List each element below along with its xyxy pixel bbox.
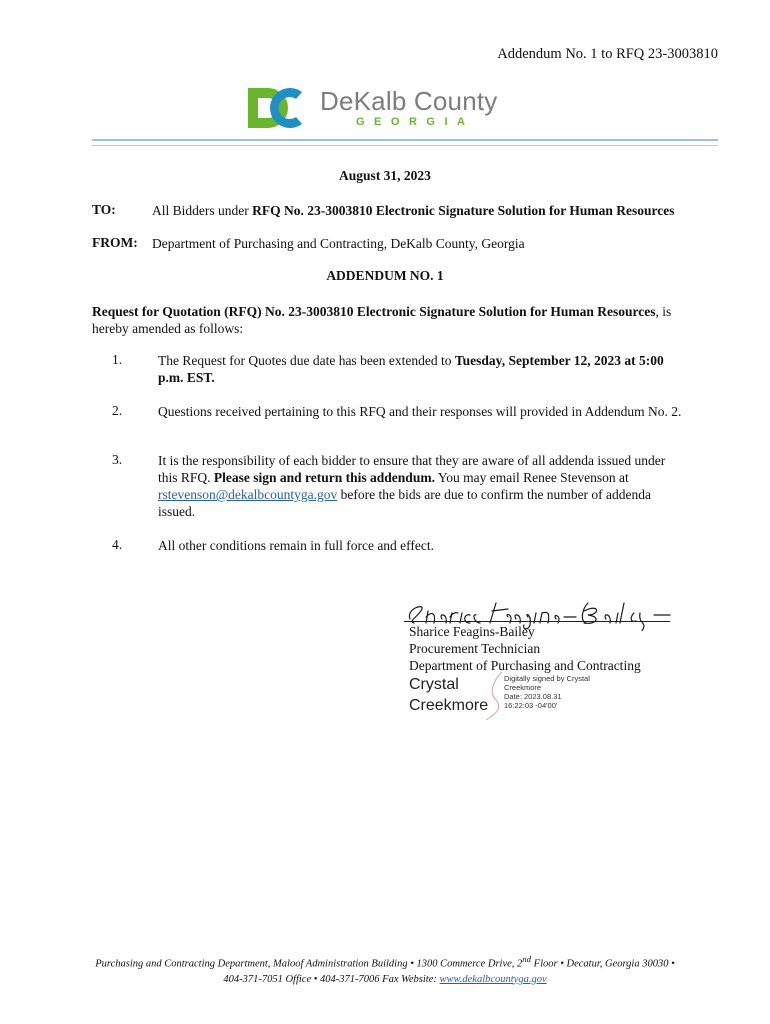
to-text — [152, 202, 675, 219]
footer-address-sup: nd — [522, 954, 532, 964]
logo-state: GEORGIA — [356, 116, 475, 128]
email-link[interactable]: rstevenson@dekalbcountyga.gov — [158, 487, 338, 502]
header-rule-blue — [92, 139, 718, 141]
digital-signature-details — [504, 674, 614, 710]
list-item — [158, 352, 688, 386]
list-item — [158, 452, 688, 520]
addendum-title: ADDENDUM NO. 1 — [326, 268, 444, 283]
signature-line — [404, 621, 670, 622]
item-number: 2. — [112, 403, 123, 418]
intro-rfq-title: Request for Quotation (RFQ) No. 23-3003810 Electronic Signature Solution for Human Resources — [92, 304, 656, 319]
signer-name: Sharice Feagins-Bailey — [409, 624, 535, 639]
from-text: Department of Purchasing and Contracting, DeKalb County, Georgia — [152, 236, 525, 251]
footer-address-b: Floor • Decatur, Georgia 30030 • — [531, 958, 675, 970]
logo-d-stem — [248, 88, 258, 128]
to-label: TO: — [92, 202, 116, 217]
item-number: 4. — [112, 537, 123, 552]
signer-department: Department of Purchasing and Contracting — [409, 658, 641, 673]
item-number: 1. — [112, 352, 123, 367]
document-reference: Addendum No. 1 to RFQ 23-3003810 — [497, 46, 718, 62]
footer-contact — [60, 972, 710, 987]
website-link[interactable]: www.dekalbcountyga.gov — [439, 973, 547, 985]
digital-line-1: Digitally signed by Crystal — [504, 674, 590, 683]
digital-signature-name — [409, 674, 488, 716]
item-due-date: Tuesday, September 12, 2023 at 5:00 p.m. EST. — [158, 353, 664, 385]
list-item — [158, 537, 688, 554]
footer-address — [60, 952, 710, 972]
item-text: The Request for Quotes due date has been extended to — [158, 353, 455, 368]
digital-line-2: Creekmore — [504, 683, 542, 692]
signature-block — [409, 623, 641, 674]
item-text-c: before the bids are due to confirm the number of addenda issued. — [158, 487, 652, 519]
to-rfq-title: RFQ No. 23-3003810 Electronic Signature Solution for Human Resources — [252, 203, 675, 218]
signer-title: Procurement Technician — [409, 641, 541, 656]
item-text-a: It is the responsibility of each bidder to ensure that they are aware of all addenda issued under this RFQ. — [158, 453, 666, 485]
footer-phones: 404-371-7051 Office • 404-371-7006 Fax Website: — [223, 973, 440, 985]
item-text: Questions received pertaining to this RFQ and their responses will provided in Addendum No. 2. — [158, 404, 682, 419]
page-footer — [60, 952, 710, 987]
intro-paragraph — [92, 303, 702, 337]
header-rule-green — [92, 145, 718, 146]
list-item — [158, 403, 688, 420]
item-text: All other conditions remain in full force and effect. — [158, 538, 435, 553]
to-prefix: All Bidders under — [152, 203, 253, 218]
item-text-b: You may email Renee Stevenson at — [434, 470, 629, 485]
letter-date: August 31, 2023 — [339, 168, 431, 183]
logo-name: DeKalb County — [320, 86, 498, 116]
from-label: FROM: — [92, 235, 138, 250]
item-number: 3. — [112, 452, 123, 467]
item-sign-instruction: Please sign and return this addendum. — [213, 470, 435, 485]
footer-address-a: Purchasing and Contracting Department, Maloof Administration Building • 1300 Commerce Drive, 2 — [95, 958, 523, 970]
digital-signer-first: Crystal — [409, 676, 459, 693]
digital-signer-last: Creekmore — [409, 697, 489, 714]
digital-line-3: Date: 2023.08.31 — [504, 692, 562, 701]
intro-rest: , is hereby amended as follows: — [92, 304, 672, 336]
digital-line-4: 16:22:03 -04'00' — [504, 701, 558, 710]
